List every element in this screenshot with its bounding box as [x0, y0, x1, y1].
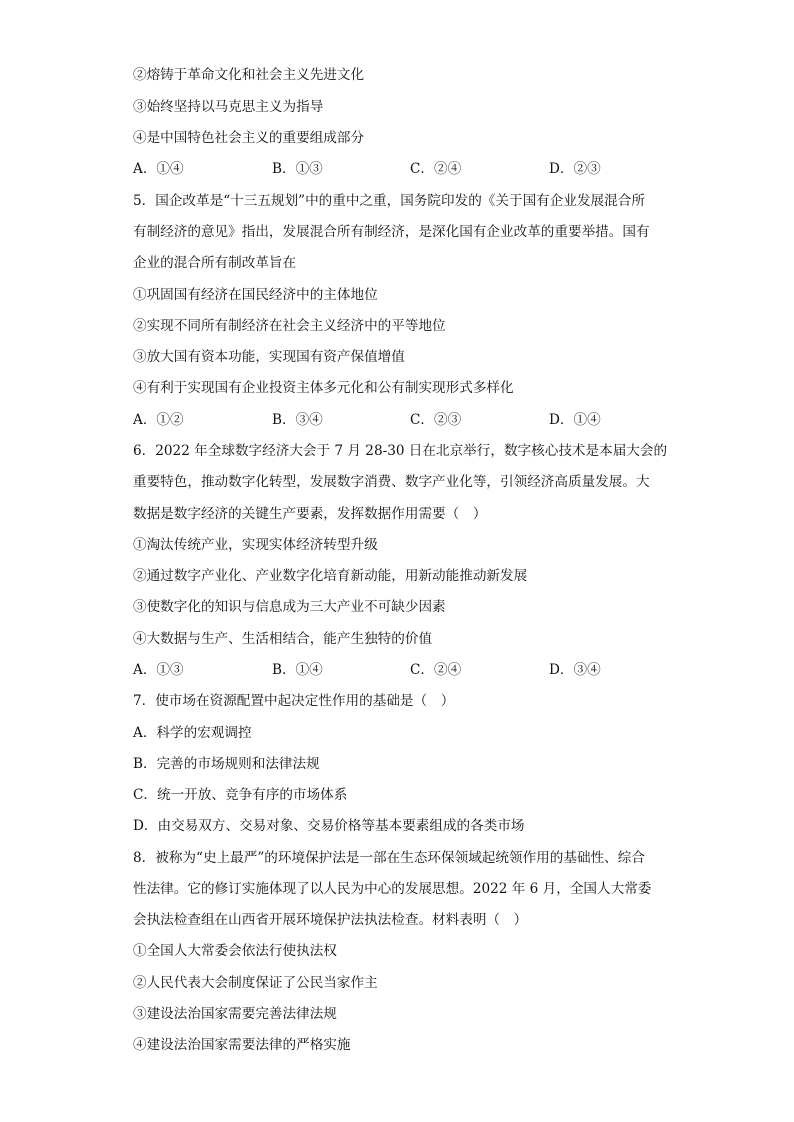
q4-item-3: ③始终坚持以马克思主义为指导 — [133, 99, 324, 115]
q4-option-d: D．②③ — [549, 161, 601, 177]
q4-option-a: A．①④ — [133, 161, 184, 177]
q5-option-d: D．①④ — [549, 412, 601, 428]
q6-option-b: B．①④ — [272, 662, 323, 678]
q6-item-3: ③使数字化的知识与信息成为三大产业不可缺少因素 — [133, 599, 446, 615]
q6-option-c: C．②④ — [410, 662, 462, 678]
q7-option-b: B．完善的市场规则和法律法规 — [133, 756, 320, 772]
q7-stem: 7．使市场在资源配置中起决定性作用的基础是（ ） — [133, 693, 455, 709]
q4-option-b: B．①③ — [272, 161, 323, 177]
q8-item-4: ④建设法治国家需要法律的严格实施 — [133, 1037, 351, 1053]
q6-item-1: ①淘汰传统产业，实现实体经济转型升级 — [133, 537, 378, 553]
q4-item-2: ②熔铸于革命文化和社会主义先进文化 — [133, 67, 365, 83]
q6-item-2: ②通过数字产业化、产业数字化培育新动能，用新动能推动新发展 — [133, 568, 528, 584]
q5-stem-line-2: 有制经济的意见》指出，发展混合所有制经济，是深化国有企业改革的重要举措。国有 — [133, 224, 650, 240]
q6-item-4: ④大数据与生产、生活相结合，能产生独特的价值 — [133, 631, 433, 647]
q5-stem-line-1: 5．国企改革是“十三五规划”中的重中之重，国务院印发的《关于国有企业发展混合所 — [133, 193, 645, 209]
q4-option-c: C．②④ — [410, 161, 462, 177]
q4-item-4: ④是中国特色社会主义的重要组成部分 — [133, 130, 365, 146]
q5-item-2: ②实现不同所有制经济在社会主义经济中的平等地位 — [133, 318, 446, 334]
q6-stem-line-1: 6．2022 年全球数字经济大会于 7 月 28-30 日在北京举行，数字核心技术是本届大会的 — [133, 443, 668, 459]
q5-item-4: ④有利于实现国有企业投资主体多元化和公有制实现形式多样化 — [133, 380, 514, 396]
q8-item-3: ③建设法治国家需要完善法律法规 — [133, 1006, 337, 1022]
q7-option-a: A．科学的宏观调控 — [133, 725, 252, 741]
q6-stem-line-2: 重要特色，推动数字化转型，发展数字消费、数字产业化等，引领经济高质量发展。大 — [133, 474, 650, 490]
q5-item-1: ①巩固国有经济在国民经济中的主体地位 — [133, 287, 378, 303]
q6-option-a: A．①③ — [133, 662, 184, 678]
q7-option-c: C．统一开放、竞争有序的市场体系 — [133, 787, 348, 803]
q6-option-d: D．③④ — [549, 662, 601, 678]
q6-stem-line-3: 数据是数字经济的关键生产要素，发挥数据作用需要（ ） — [133, 506, 487, 522]
q8-stem-line-1: 8．被称为“史上最严”的环境保护法是一部在生态环保领域起统领作用的基础性、综合 — [133, 850, 645, 866]
q8-item-1: ①全国人大常委会依法行使执法权 — [133, 943, 337, 959]
q5-item-3: ③放大国有资本功能，实现国有资产保值增值 — [133, 349, 405, 365]
q5-option-c: C．②③ — [410, 412, 462, 428]
q5-option-a: A．①② — [133, 412, 184, 428]
q5-stem-line-3: 企业的混合所有制改革旨在 — [133, 255, 297, 271]
q8-item-2: ②人民代表大会制度保证了公民当家作主 — [133, 975, 378, 991]
q8-stem-line-3: 会执法检查组在山西省开展环境保护法执法检查。材料表明（ ） — [133, 912, 528, 928]
q8-stem-line-2: 性法律。它的修订实施体现了以人民为中心的发展思想。2022 年 6 月，全国人大常委 — [133, 881, 652, 897]
q5-option-b: B．③④ — [272, 412, 323, 428]
q7-option-d: D．由交易双方、交易对象、交易价格等基本要素组成的各类市场 — [133, 818, 525, 834]
